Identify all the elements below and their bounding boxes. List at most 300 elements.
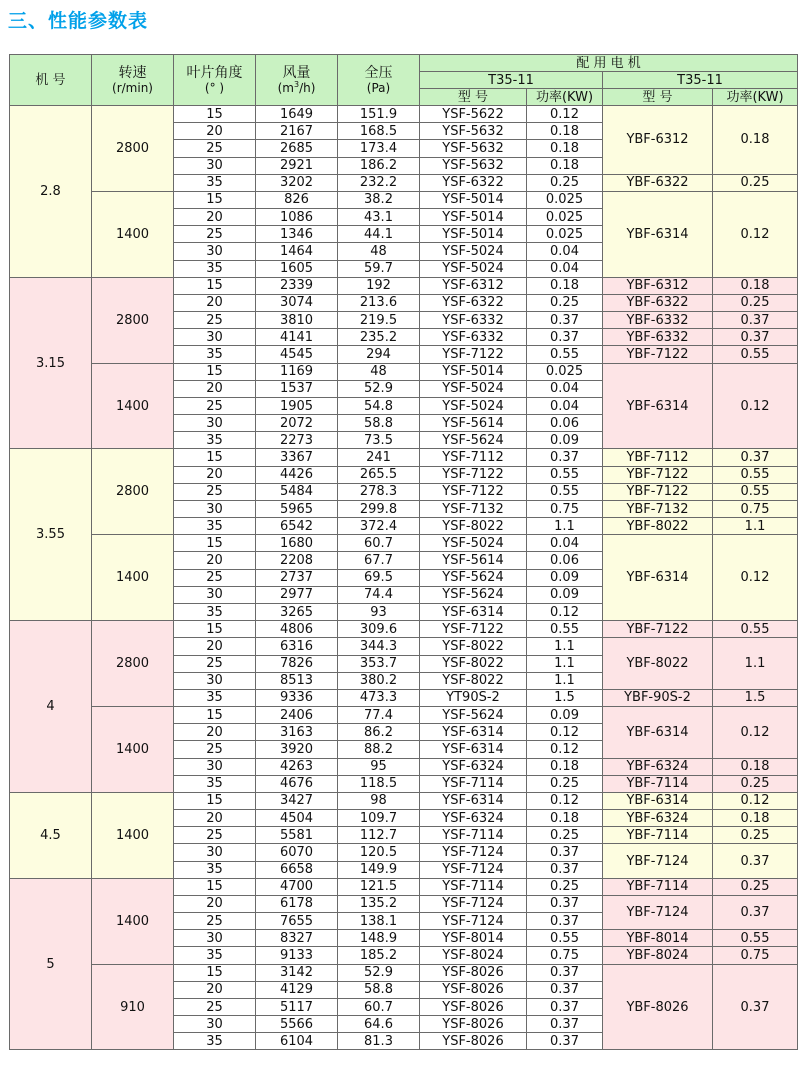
speed-cell: 2800 [92,621,174,707]
airflow-cell: 1086 [256,209,338,226]
airflow-cell: 7826 [256,655,338,672]
pressure-cell: 213.6 [338,294,420,311]
ybf-power-cell: 0.18 [713,106,798,175]
airflow-cell: 9133 [256,947,338,964]
ysf-model-cell: YSF-5632 [420,123,527,140]
pressure-cell: 60.7 [338,998,420,1015]
header-series-right: T35-11 [603,72,798,89]
pressure-cell: 52.9 [338,380,420,397]
pressure-cell: 344.3 [338,638,420,655]
blade-angle-cell: 30 [174,157,256,174]
ybf-model-cell: YBF-7122 [603,621,713,638]
page-title: 三、性能参数表 [8,10,149,32]
ysf-power-cell: 0.55 [527,346,603,363]
ysf-power-cell: 0.55 [527,466,603,483]
machine-no-cell: 4 [10,621,92,793]
ybf-model-cell: YBF-8022 [603,518,713,535]
ysf-model-cell: YSF-6332 [420,312,527,329]
pressure-cell: 135.2 [338,895,420,912]
pressure-cell: 168.5 [338,123,420,140]
pressure-cell: 112.7 [338,827,420,844]
ysf-power-cell: 0.18 [527,758,603,775]
airflow-cell: 1905 [256,397,338,414]
blade-angle-cell: 20 [174,895,256,912]
ysf-model-cell: YSF-5624 [420,432,527,449]
airflow-unit-sup: 3 [293,79,300,89]
ysf-model-cell: YSF-5014 [420,209,527,226]
ybf-power-cell: 0.55 [713,346,798,363]
header-series-left: T35-11 [420,72,603,89]
ysf-power-cell: 0.09 [527,432,603,449]
ybf-power-cell: 0.12 [713,707,798,759]
pressure-cell: 93 [338,603,420,620]
blade-angle-cell: 35 [174,861,256,878]
pressure-cell: 74.4 [338,586,420,603]
ysf-power-cell: 0.025 [527,226,603,243]
blade-angle-cell: 15 [174,878,256,895]
header-model-left: 型 号 [420,89,527,106]
machine-no-cell: 2.8 [10,106,92,278]
airflow-unit-post: /h) [299,80,316,95]
blade-angle-cell: 35 [174,174,256,191]
airflow-cell: 1169 [256,363,338,380]
airflow-cell: 4676 [256,775,338,792]
pressure-cell: 52.9 [338,964,420,981]
airflow-cell: 3202 [256,174,338,191]
header-speed-label: 转速 [118,64,147,81]
blade-angle-cell: 20 [174,380,256,397]
pressure-cell: 60.7 [338,535,420,552]
ybf-model-cell: YBF-6314 [603,535,713,621]
airflow-cell: 1537 [256,380,338,397]
blade-angle-cell: 20 [174,294,256,311]
table-row [10,277,798,294]
pressure-cell: 98 [338,792,420,809]
ysf-model-cell: YSF-5024 [420,243,527,260]
ysf-power-cell: 0.12 [527,106,603,123]
ysf-power-cell: 0.37 [527,1033,603,1050]
pressure-cell: 353.7 [338,655,420,672]
blade-angle-cell: 35 [174,947,256,964]
ybf-power-cell: 1.1 [713,638,798,690]
pressure-cell: 95 [338,758,420,775]
header-airflow [256,55,338,106]
ysf-power-cell: 0.09 [527,586,603,603]
airflow-cell: 6658 [256,861,338,878]
ysf-power-cell: 0.09 [527,569,603,586]
blade-angle-cell: 20 [174,810,256,827]
blade-angle-cell: 20 [174,209,256,226]
airflow-cell: 4263 [256,758,338,775]
table-row [10,707,798,724]
airflow-cell: 2921 [256,157,338,174]
ybf-model-cell: YBF-6312 [603,106,713,175]
ysf-model-cell: YSF-6324 [420,810,527,827]
blade-angle-cell: 20 [174,466,256,483]
blade-angle-cell: 25 [174,140,256,157]
blade-angle-cell: 25 [174,397,256,414]
blade-angle-cell: 15 [174,621,256,638]
ybf-power-cell: 0.37 [713,312,798,329]
ysf-model-cell: YSF-5014 [420,226,527,243]
ybf-power-cell: 0.55 [713,483,798,500]
ysf-model-cell: YSF-7132 [420,500,527,517]
ybf-power-cell: 0.12 [713,363,798,449]
ysf-power-cell: 0.06 [527,415,603,432]
airflow-cell: 3920 [256,741,338,758]
ysf-model-cell: YSF-8024 [420,947,527,964]
machine-no-cell: 4.5 [10,792,92,878]
ysf-model-cell: YSF-6322 [420,174,527,191]
header-machine-no: 机 号 [10,55,92,106]
airflow-cell: 826 [256,191,338,208]
pressure-cell: 121.5 [338,878,420,895]
header-airflow-label: 风量 [282,64,311,81]
header-motor: 配 用 电 机 [420,55,798,72]
header-blade-angle [174,55,256,106]
ybf-power-cell: 0.37 [713,844,798,878]
ybf-model-cell: YBF-6314 [603,191,713,277]
airflow-cell: 5117 [256,998,338,1015]
pressure-cell: 73.5 [338,432,420,449]
ysf-model-cell: YSF-6312 [420,277,527,294]
airflow-cell: 3074 [256,294,338,311]
ybf-model-cell: YBF-7122 [603,466,713,483]
blade-angle-cell: 20 [174,724,256,741]
ybf-model-cell: YBF-6312 [603,277,713,294]
airflow-cell: 1680 [256,535,338,552]
ybf-power-cell: 0.55 [713,466,798,483]
pressure-cell: 86.2 [338,724,420,741]
airflow-cell: 2977 [256,586,338,603]
ysf-model-cell: YSF-8026 [420,964,527,981]
blade-angle-cell: 35 [174,603,256,620]
ysf-model-cell: YSF-5622 [420,106,527,123]
ysf-power-cell: 0.025 [527,363,603,380]
ysf-model-cell: YSF-7122 [420,483,527,500]
ysf-model-cell: YSF-7124 [420,844,527,861]
airflow-cell: 1464 [256,243,338,260]
airflow-cell: 4129 [256,981,338,998]
ysf-power-cell: 0.12 [527,741,603,758]
blade-angle-cell: 15 [174,535,256,552]
table-row [10,191,798,208]
pressure-cell: 185.2 [338,947,420,964]
ysf-model-cell: YSF-7112 [420,449,527,466]
ybf-power-cell: 0.25 [713,827,798,844]
blade-angle-cell: 30 [174,1016,256,1033]
ysf-power-cell: 0.18 [527,277,603,294]
blade-angle-cell: 25 [174,998,256,1015]
ysf-power-cell: 0.04 [527,243,603,260]
ysf-power-cell: 0.25 [527,294,603,311]
blade-angle-cell: 35 [174,346,256,363]
airflow-cell: 1346 [256,226,338,243]
ysf-power-cell: 0.18 [527,157,603,174]
machine-no-cell: 5 [10,878,92,1050]
airflow-cell: 2406 [256,707,338,724]
ybf-model-cell: YBF-6324 [603,758,713,775]
ysf-power-cell: 0.25 [527,174,603,191]
blade-angle-cell: 25 [174,312,256,329]
pressure-cell: 67.7 [338,552,420,569]
blade-angle-cell: 30 [174,758,256,775]
ysf-power-cell: 0.12 [527,603,603,620]
pressure-cell: 219.5 [338,312,420,329]
ysf-power-cell: 1.1 [527,655,603,672]
blade-angle-cell: 15 [174,363,256,380]
ybf-power-cell: 0.55 [713,621,798,638]
ysf-model-cell: YSF-5624 [420,586,527,603]
blade-angle-cell: 30 [174,844,256,861]
ysf-power-cell: 0.55 [527,483,603,500]
pressure-cell: 173.4 [338,140,420,157]
ybf-model-cell: YBF-7132 [603,500,713,517]
ysf-model-cell: YSF-5632 [420,140,527,157]
speed-cell: 2800 [92,277,174,363]
ybf-power-cell: 0.25 [713,174,798,191]
header-power-right: 功率(KW) [713,89,798,106]
airflow-cell: 4141 [256,329,338,346]
ysf-model-cell: YSF-6314 [420,603,527,620]
ysf-power-cell: 1.1 [527,638,603,655]
header-pressure-unit: (Pa) [366,80,391,95]
ysf-model-cell: YSF-7114 [420,775,527,792]
ysf-model-cell: YSF-5632 [420,157,527,174]
ysf-model-cell: YSF-6314 [420,792,527,809]
ysf-power-cell: 0.025 [527,191,603,208]
ysf-model-cell: YSF-7122 [420,346,527,363]
ybf-model-cell: YBF-7124 [603,895,713,929]
header-blade-angle-label: 叶片角度 [186,64,243,81]
ybf-power-cell: 0.37 [713,895,798,929]
ysf-power-cell: 0.75 [527,500,603,517]
pressure-cell: 58.8 [338,981,420,998]
ybf-model-cell: YBF-6314 [603,707,713,759]
ysf-model-cell: YSF-8014 [420,930,527,947]
ybf-power-cell: 0.25 [713,294,798,311]
ysf-power-cell: 0.04 [527,535,603,552]
table-row [10,964,798,981]
airflow-cell: 2339 [256,277,338,294]
ysf-power-cell: 0.18 [527,123,603,140]
ysf-power-cell: 0.37 [527,913,603,930]
header-model-right: 型 号 [603,89,713,106]
header-blade-angle-unit: (° ) [204,80,225,95]
blade-angle-cell: 15 [174,792,256,809]
blade-angle-cell: 30 [174,243,256,260]
pressure-cell: 372.4 [338,518,420,535]
airflow-cell: 3265 [256,603,338,620]
blade-angle-cell: 30 [174,586,256,603]
ybf-power-cell: 0.75 [713,500,798,517]
ysf-power-cell: 0.04 [527,380,603,397]
ysf-power-cell: 0.06 [527,552,603,569]
blade-angle-cell: 35 [174,432,256,449]
ybf-power-cell: 0.12 [713,535,798,621]
performance-table [9,54,798,1050]
blade-angle-cell: 35 [174,1033,256,1050]
airflow-cell: 3142 [256,964,338,981]
ysf-power-cell: 0.75 [527,947,603,964]
ysf-power-cell: 0.025 [527,209,603,226]
blade-angle-cell: 35 [174,260,256,277]
airflow-cell: 4545 [256,346,338,363]
ysf-power-cell: 0.37 [527,981,603,998]
speed-cell: 1400 [92,363,174,449]
pressure-cell: 148.9 [338,930,420,947]
ysf-power-cell: 0.09 [527,707,603,724]
airflow-cell: 4504 [256,810,338,827]
pressure-cell: 54.8 [338,397,420,414]
ysf-power-cell: 1.1 [527,672,603,689]
ysf-model-cell: YSF-5614 [420,415,527,432]
pressure-cell: 118.5 [338,775,420,792]
blade-angle-cell: 30 [174,329,256,346]
ybf-model-cell: YBF-7114 [603,775,713,792]
ysf-model-cell: YSF-8022 [420,655,527,672]
pressure-cell: 380.2 [338,672,420,689]
ysf-power-cell: 1.5 [527,689,603,706]
ybf-model-cell: YBF-7122 [603,483,713,500]
airflow-cell: 2072 [256,415,338,432]
airflow-cell: 6316 [256,638,338,655]
ysf-power-cell: 0.04 [527,260,603,277]
ysf-power-cell: 0.37 [527,329,603,346]
airflow-cell: 6070 [256,844,338,861]
ybf-power-cell: 0.55 [713,930,798,947]
machine-no-cell: 3.15 [10,277,92,449]
ysf-model-cell: YSF-8022 [420,638,527,655]
ysf-model-cell: YSF-7122 [420,621,527,638]
table-row [10,106,798,123]
airflow-cell: 4426 [256,466,338,483]
ybf-power-cell: 1.5 [713,689,798,706]
speed-cell: 2800 [92,449,174,535]
ysf-model-cell: YSF-5024 [420,380,527,397]
ysf-model-cell: YSF-8026 [420,981,527,998]
blade-angle-cell: 15 [174,277,256,294]
ysf-model-cell: YSF-8026 [420,1016,527,1033]
pressure-cell: 59.7 [338,260,420,277]
airflow-cell: 3427 [256,792,338,809]
blade-angle-cell: 30 [174,415,256,432]
ysf-power-cell: 0.37 [527,861,603,878]
airflow-cell: 5581 [256,827,338,844]
header-airflow-unit [256,81,337,95]
ybf-power-cell: 0.37 [713,449,798,466]
ysf-power-cell: 0.37 [527,964,603,981]
ybf-model-cell: YBF-6314 [603,792,713,809]
airflow-cell: 1605 [256,260,338,277]
table-row [10,535,798,552]
blade-angle-cell: 25 [174,741,256,758]
pressure-cell: 88.2 [338,741,420,758]
airflow-cell: 6104 [256,1033,338,1050]
ysf-model-cell: YSF-6324 [420,758,527,775]
speed-cell: 1400 [92,707,174,793]
blade-angle-cell: 15 [174,106,256,123]
blade-angle-cell: 20 [174,981,256,998]
header-power-left: 功率(KW) [527,89,603,106]
blade-angle-cell: 30 [174,500,256,517]
airflow-cell: 4806 [256,621,338,638]
ybf-model-cell: YBF-6332 [603,329,713,346]
pressure-cell: 69.5 [338,569,420,586]
ybf-power-cell: 0.18 [713,758,798,775]
airflow-unit-pre: (m [277,80,294,95]
ybf-model-cell: YBF-6314 [603,363,713,449]
ysf-power-cell: 0.25 [527,827,603,844]
ysf-model-cell: YSF-6332 [420,329,527,346]
ysf-model-cell: YSF-5014 [420,191,527,208]
ysf-power-cell: 0.55 [527,621,603,638]
ysf-model-cell: YSF-5024 [420,535,527,552]
ybf-model-cell: YBF-7114 [603,878,713,895]
blade-angle-cell: 25 [174,827,256,844]
blade-angle-cell: 30 [174,672,256,689]
ysf-model-cell: YSF-6322 [420,294,527,311]
pressure-cell: 64.6 [338,1016,420,1033]
airflow-cell: 6542 [256,518,338,535]
blade-angle-cell: 15 [174,449,256,466]
speed-cell: 1400 [92,535,174,621]
ysf-model-cell: YSF-8026 [420,1033,527,1050]
ysf-model-cell: YSF-7124 [420,861,527,878]
ysf-power-cell: 0.12 [527,724,603,741]
airflow-cell: 9336 [256,689,338,706]
pressure-cell: 186.2 [338,157,420,174]
ysf-power-cell: 0.18 [527,810,603,827]
airflow-cell: 5484 [256,483,338,500]
ysf-power-cell: 0.25 [527,878,603,895]
ysf-model-cell: YSF-7124 [420,913,527,930]
header-speed [92,55,174,106]
ysf-power-cell: 0.37 [527,1016,603,1033]
ybf-power-cell: 1.1 [713,518,798,535]
ysf-power-cell: 0.37 [527,449,603,466]
table-row [10,449,798,466]
ysf-model-cell: YSF-5014 [420,363,527,380]
ysf-power-cell: 0.37 [527,844,603,861]
ybf-model-cell: YBF-7122 [603,346,713,363]
airflow-cell: 2685 [256,140,338,157]
ybf-model-cell: YBF-8022 [603,638,713,690]
pressure-cell: 109.7 [338,810,420,827]
blade-angle-cell: 35 [174,518,256,535]
airflow-cell: 8513 [256,672,338,689]
speed-cell: 2800 [92,106,174,192]
speed-cell: 910 [92,964,174,1050]
pressure-cell: 58.8 [338,415,420,432]
pressure-cell: 149.9 [338,861,420,878]
ysf-model-cell: YSF-5624 [420,707,527,724]
ybf-model-cell: YBF-6322 [603,294,713,311]
blade-angle-cell: 20 [174,552,256,569]
ysf-model-cell: YSF-7114 [420,827,527,844]
pressure-cell: 235.2 [338,329,420,346]
airflow-cell: 6178 [256,895,338,912]
airflow-cell: 7655 [256,913,338,930]
airflow-cell: 2273 [256,432,338,449]
ysf-model-cell: YSF-8022 [420,672,527,689]
blade-angle-cell: 25 [174,569,256,586]
blade-angle-cell: 15 [174,191,256,208]
table-row [10,363,798,380]
blade-angle-cell: 25 [174,226,256,243]
ysf-power-cell: 0.12 [527,792,603,809]
blade-angle-cell: 20 [174,638,256,655]
